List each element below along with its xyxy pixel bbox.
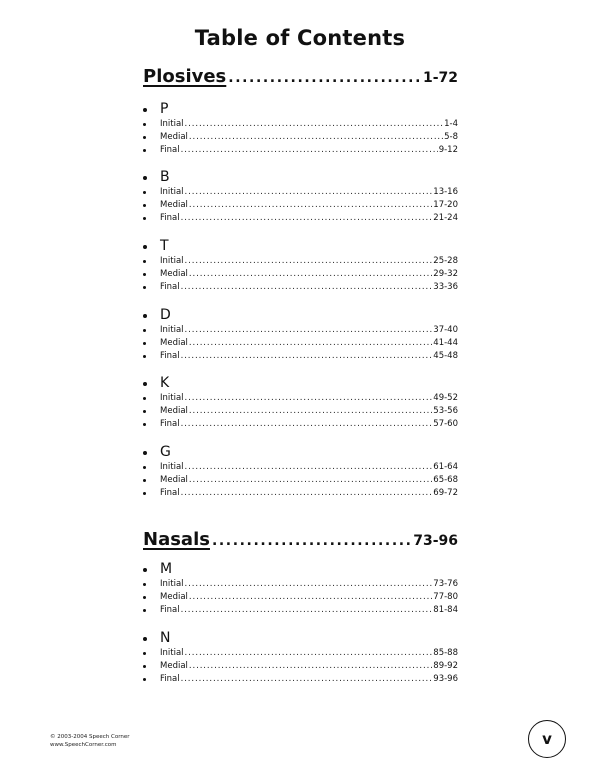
sound-heading (143, 375, 458, 392)
entry-page-range: 5-8 (444, 132, 458, 142)
toc-entry-final[interactable] (143, 487, 458, 500)
dot-leader (189, 268, 432, 281)
toc-entry-medial[interactable] (143, 660, 458, 673)
entry-page-range: 13-16 (433, 187, 458, 197)
dot-leader (185, 461, 433, 474)
website-text: www.SpeechCorner.com (50, 742, 117, 748)
dot-leader (189, 199, 432, 212)
entry-page-range: 45-48 (433, 351, 458, 361)
entry-page-range: 81-84 (433, 605, 458, 615)
toc-entry-initial[interactable] (143, 324, 458, 337)
dot-leader (185, 392, 433, 405)
sound-heading (143, 307, 458, 324)
section-nasals (143, 529, 458, 553)
sound-letter: M (160, 561, 173, 577)
sound-letter: P (160, 101, 169, 117)
section-page-range: 73-96 (413, 533, 458, 549)
dot-leader (181, 604, 433, 617)
bullet-icon (143, 176, 147, 180)
entry-label: Initial (160, 462, 184, 472)
entry-page-range: 57-60 (433, 419, 458, 429)
entry-label: Initial (160, 187, 184, 197)
toc-entry-initial[interactable] (143, 255, 458, 268)
entry-page-range: 93-96 (433, 674, 458, 684)
entry-page-range: 89-92 (433, 661, 458, 671)
entry-page-range: 33-36 (433, 282, 458, 292)
toc-entry-initial[interactable] (143, 392, 458, 405)
bullet-icon (143, 191, 146, 194)
dot-leader (185, 324, 433, 337)
dot-leader (189, 591, 432, 604)
sound-group-d (143, 307, 458, 363)
entry-label: Medial (160, 269, 188, 279)
toc-entry-initial[interactable] (143, 461, 458, 474)
sound-heading (143, 101, 458, 118)
toc-entry-medial[interactable] (143, 474, 458, 487)
dot-leader (181, 487, 433, 500)
entry-page-range: 37-40 (433, 325, 458, 335)
sound-letter: T (160, 238, 169, 254)
toc-entry-medial[interactable] (143, 337, 458, 350)
toc-entry-final[interactable] (143, 604, 458, 617)
toc-entry-final[interactable] (143, 673, 458, 686)
sound-heading (143, 444, 458, 461)
sound-heading (143, 561, 458, 578)
page-title: Table of Contents (194, 26, 406, 50)
bullet-icon (143, 149, 146, 152)
dot-leader (185, 255, 433, 268)
entry-label: Final (160, 674, 180, 684)
dot-leader (228, 71, 421, 85)
toc-entry-medial[interactable] (143, 268, 458, 281)
bullet-icon (143, 410, 146, 413)
toc-entry-initial[interactable] (143, 578, 458, 591)
bullet-icon (143, 342, 146, 345)
bullet-icon (143, 583, 146, 586)
bullet-icon (143, 423, 146, 426)
entry-label: Medial (160, 661, 188, 671)
toc-entry-initial[interactable] (143, 118, 458, 131)
bullet-icon (143, 245, 147, 249)
entry-page-range: 77-80 (433, 592, 458, 602)
entry-page-range: 41-44 (433, 338, 458, 348)
entry-label: Final (160, 213, 180, 223)
toc-entry-final[interactable] (143, 350, 458, 363)
entry-page-range: 53-56 (433, 406, 458, 416)
bullet-icon (143, 678, 146, 681)
entry-label: Final (160, 351, 180, 361)
bullet-icon (143, 609, 146, 612)
sound-letter: B (160, 169, 170, 185)
entry-label: Medial (160, 200, 188, 210)
sound-letter: K (160, 375, 170, 391)
bullet-icon (143, 108, 147, 112)
section-plosives (143, 66, 458, 90)
bullet-icon (143, 466, 146, 469)
entry-page-range: 65-68 (433, 475, 458, 485)
entry-label: Final (160, 282, 180, 292)
toc-entry-medial[interactable] (143, 199, 458, 212)
section-page-range: 1-72 (422, 70, 458, 86)
sound-heading (143, 169, 458, 186)
entry-label: Initial (160, 325, 184, 335)
dot-leader (189, 660, 432, 673)
entry-label: Medial (160, 406, 188, 416)
entry-label: Final (160, 605, 180, 615)
entry-label: Initial (160, 256, 184, 266)
bullet-icon (143, 382, 147, 386)
bullet-icon (143, 260, 146, 263)
toc-entry-final[interactable] (143, 281, 458, 294)
dot-leader (181, 418, 433, 431)
entry-page-range: 73-76 (433, 579, 458, 589)
bullet-icon (143, 637, 147, 641)
copyright-text: © 2003-2004 Speech Corner (50, 734, 130, 740)
dot-leader (189, 337, 432, 350)
bullet-icon (143, 652, 146, 655)
page-number-badge (528, 720, 566, 758)
entry-label: Medial (160, 132, 188, 142)
entry-label: Medial (160, 475, 188, 485)
sound-group-t (143, 238, 458, 294)
section-title: Plosives (143, 66, 227, 87)
bullet-icon (143, 286, 146, 289)
bullet-icon (143, 355, 146, 358)
entry-label: Medial (160, 592, 188, 602)
entry-page-range: 49-52 (433, 393, 458, 403)
dot-leader (189, 405, 432, 418)
bullet-icon (143, 273, 146, 276)
dot-leader (185, 578, 433, 591)
entry-label: Initial (160, 393, 184, 403)
dot-leader (212, 534, 411, 548)
dot-leader (185, 118, 444, 131)
bullet-icon (143, 204, 146, 207)
entry-page-range: 29-32 (433, 269, 458, 279)
bullet-icon (143, 123, 146, 126)
toc-entry-initial[interactable] (143, 186, 458, 199)
sound-heading (143, 630, 458, 647)
bullet-icon (143, 665, 146, 668)
dot-leader (181, 281, 433, 294)
bullet-icon (143, 314, 147, 318)
entry-page-range: 85-88 (433, 648, 458, 658)
dot-leader (189, 131, 443, 144)
entry-label: Final (160, 419, 180, 429)
entry-page-range: 69-72 (433, 488, 458, 498)
toc-entry-final[interactable] (143, 144, 458, 157)
dot-leader (185, 647, 433, 660)
bullet-icon (143, 596, 146, 599)
sound-heading (143, 238, 458, 255)
entry-label: Final (160, 488, 180, 498)
toc-entry-final[interactable] (143, 212, 458, 225)
dot-leader (181, 144, 438, 157)
sound-group-m (143, 561, 458, 617)
section-header[interactable] (143, 529, 458, 553)
bullet-icon (143, 568, 147, 572)
toc-entry-medial[interactable] (143, 591, 458, 604)
bullet-icon (143, 217, 146, 220)
bullet-icon (143, 136, 146, 139)
bullet-icon (143, 397, 146, 400)
page-number: v (542, 730, 552, 748)
entry-label: Initial (160, 648, 184, 658)
dot-leader (181, 212, 433, 225)
entry-page-range: 9-12 (438, 145, 458, 155)
toc-entry-medial[interactable] (143, 131, 458, 144)
sound-group-n (143, 630, 458, 686)
entry-label: Initial (160, 579, 184, 589)
entry-label: Initial (160, 119, 184, 129)
sound-group-b (143, 169, 458, 225)
dot-leader (189, 474, 432, 487)
entry-page-range: 61-64 (433, 462, 458, 472)
toc-entry-medial[interactable] (143, 405, 458, 418)
bullet-icon (143, 492, 146, 495)
sound-group-k (143, 375, 458, 431)
entry-page-range: 21-24 (433, 213, 458, 223)
sound-letter: N (160, 630, 171, 646)
entry-label: Medial (160, 338, 188, 348)
entry-page-range: 17-20 (433, 200, 458, 210)
bullet-icon (143, 451, 147, 455)
entry-page-range: 25-28 (433, 256, 458, 266)
entry-label: Final (160, 145, 180, 155)
entry-page-range: 1-4 (444, 119, 458, 129)
sound-letter: G (160, 444, 171, 460)
dot-leader (185, 186, 433, 199)
toc-entry-final[interactable] (143, 418, 458, 431)
bullet-icon (143, 479, 146, 482)
sound-letter: D (160, 307, 171, 323)
section-header[interactable] (143, 66, 458, 90)
toc-entry-initial[interactable] (143, 647, 458, 660)
sound-group-p (143, 101, 458, 157)
section-title: Nasals (143, 529, 210, 550)
dot-leader (181, 673, 433, 686)
sound-group-g (143, 444, 458, 500)
dot-leader (181, 350, 433, 363)
bullet-icon (143, 329, 146, 332)
footer (50, 733, 129, 749)
